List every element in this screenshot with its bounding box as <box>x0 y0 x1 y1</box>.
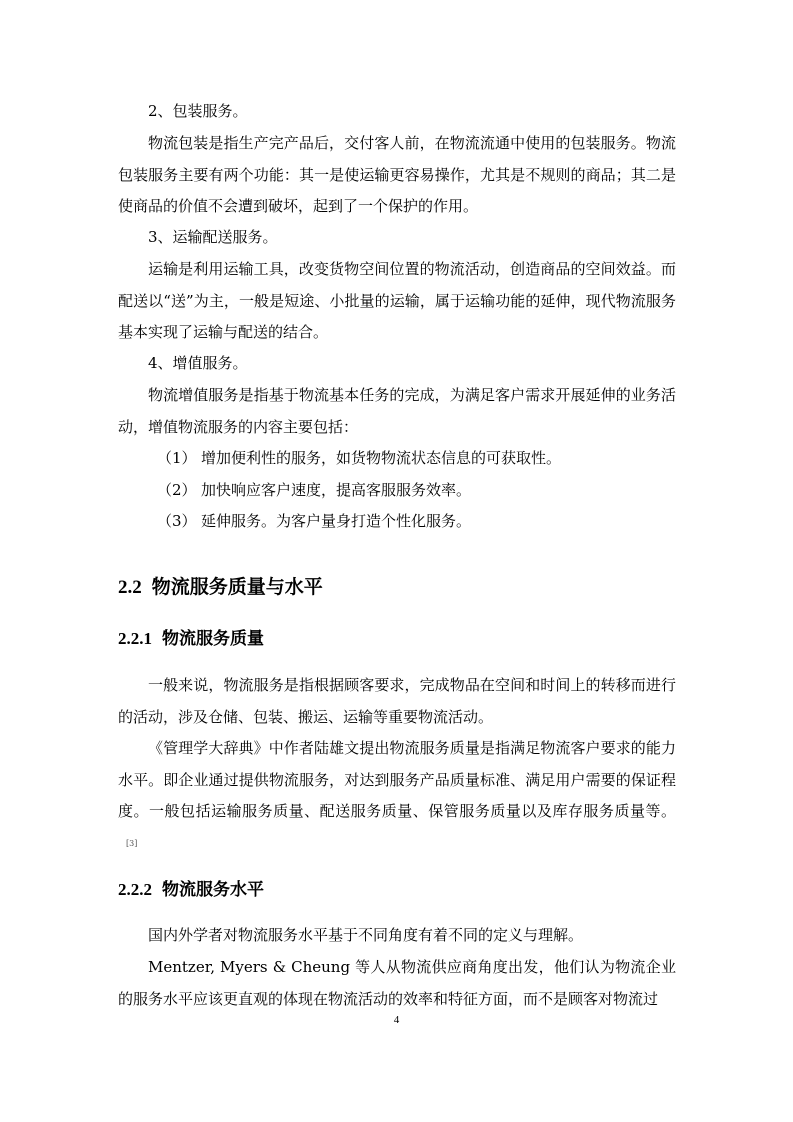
list-item-text: 增加便利性的服务，如货物物流状态信息的可获取性。 <box>201 449 562 467</box>
heading-2-2 <box>118 573 676 602</box>
list-item-text: 加快响应客户速度，提高客服服务效率。 <box>201 481 472 499</box>
section-2-heading: 2、包装服务。 <box>148 102 248 120</box>
section-4-heading: 4、增值服务。 <box>148 354 248 372</box>
level-paragraph-1: 国内外学者对物流服务水平基于不同角度有着不同的定义与理解。 <box>148 926 584 944</box>
list-item-text: 延伸服务。为客户量身打造个性化服务。 <box>201 512 472 530</box>
list-item <box>157 506 677 538</box>
list-item-number: （3） <box>157 512 197 530</box>
list-item <box>157 475 677 507</box>
section-3-heading: 3、运输配送服务。 <box>148 228 278 246</box>
list-item <box>157 443 677 475</box>
packaging-paragraph: 物流包装是指生产完产品后，交付客人前，在物流流通中使用的包装服务。物流包装服务主要有两个功能：其一是使运输更容易操作，尤其是不规则的商品；其二是使商品的价值不会遭到破坏，起到了一个保护的作用。 <box>118 134 676 215</box>
value-added-paragraph: 物流增值服务是指基于物流基本任务的完成，为满足客户需求开展延伸的业务活动，增值物流服务的内容主要包括： <box>118 386 676 436</box>
transport-paragraph: 运输是利用运输工具，改变货物空间位置的物流活动，创造商品的空间效益。而配送以“送”为主，一般是短途、小批量的运输，属于运输功能的延伸，现代物流服务基本实现了运输与配送的结合。 <box>118 260 676 341</box>
heading-title: 物流服务质量 <box>162 629 264 649</box>
list-item-number: （1） <box>157 449 197 467</box>
list-item-number: （2） <box>157 481 197 499</box>
quality-paragraph-2-text: 《管理学大辞典》中作者陆雄文提出物流服务质量是指满足物流客户要求的能力水平。即企业通过提供物流服务，对达到服务产品质量标准、满足用户需要的保证程度。一般包括运输服务质量、配送服务质量、保管服务质量以及库存服务质量等。 <box>118 739 676 820</box>
level-paragraph-2: Mentzer, Myers & Cheung 等人从物流供应商角度出发，他们认为物流企业的服务水平应该更直观的体现在物流活动的效率和特征方面，而不是顾客对物流过 <box>118 958 676 1008</box>
heading-number: 2.2 <box>118 577 142 598</box>
heading-number: 2.2.2 <box>118 880 152 899</box>
citation-3: [3] <box>126 838 138 848</box>
quality-paragraph-2 <box>118 733 676 867</box>
heading-2-2-1 <box>118 626 676 652</box>
page-number: 4 <box>393 1014 400 1026</box>
heading-number: 2.2.1 <box>118 629 152 648</box>
heading-title: 物流服务水平 <box>162 880 264 900</box>
heading-title: 物流服务质量与水平 <box>151 576 323 598</box>
quality-paragraph-1: 一般来说，物流服务是指根据顾客要求，完成物品在空间和时间上的转移而进行的活动，涉及仓储、包装、搬运、运输等重要物流活动。 <box>118 676 676 726</box>
heading-2-2-2 <box>118 877 676 903</box>
